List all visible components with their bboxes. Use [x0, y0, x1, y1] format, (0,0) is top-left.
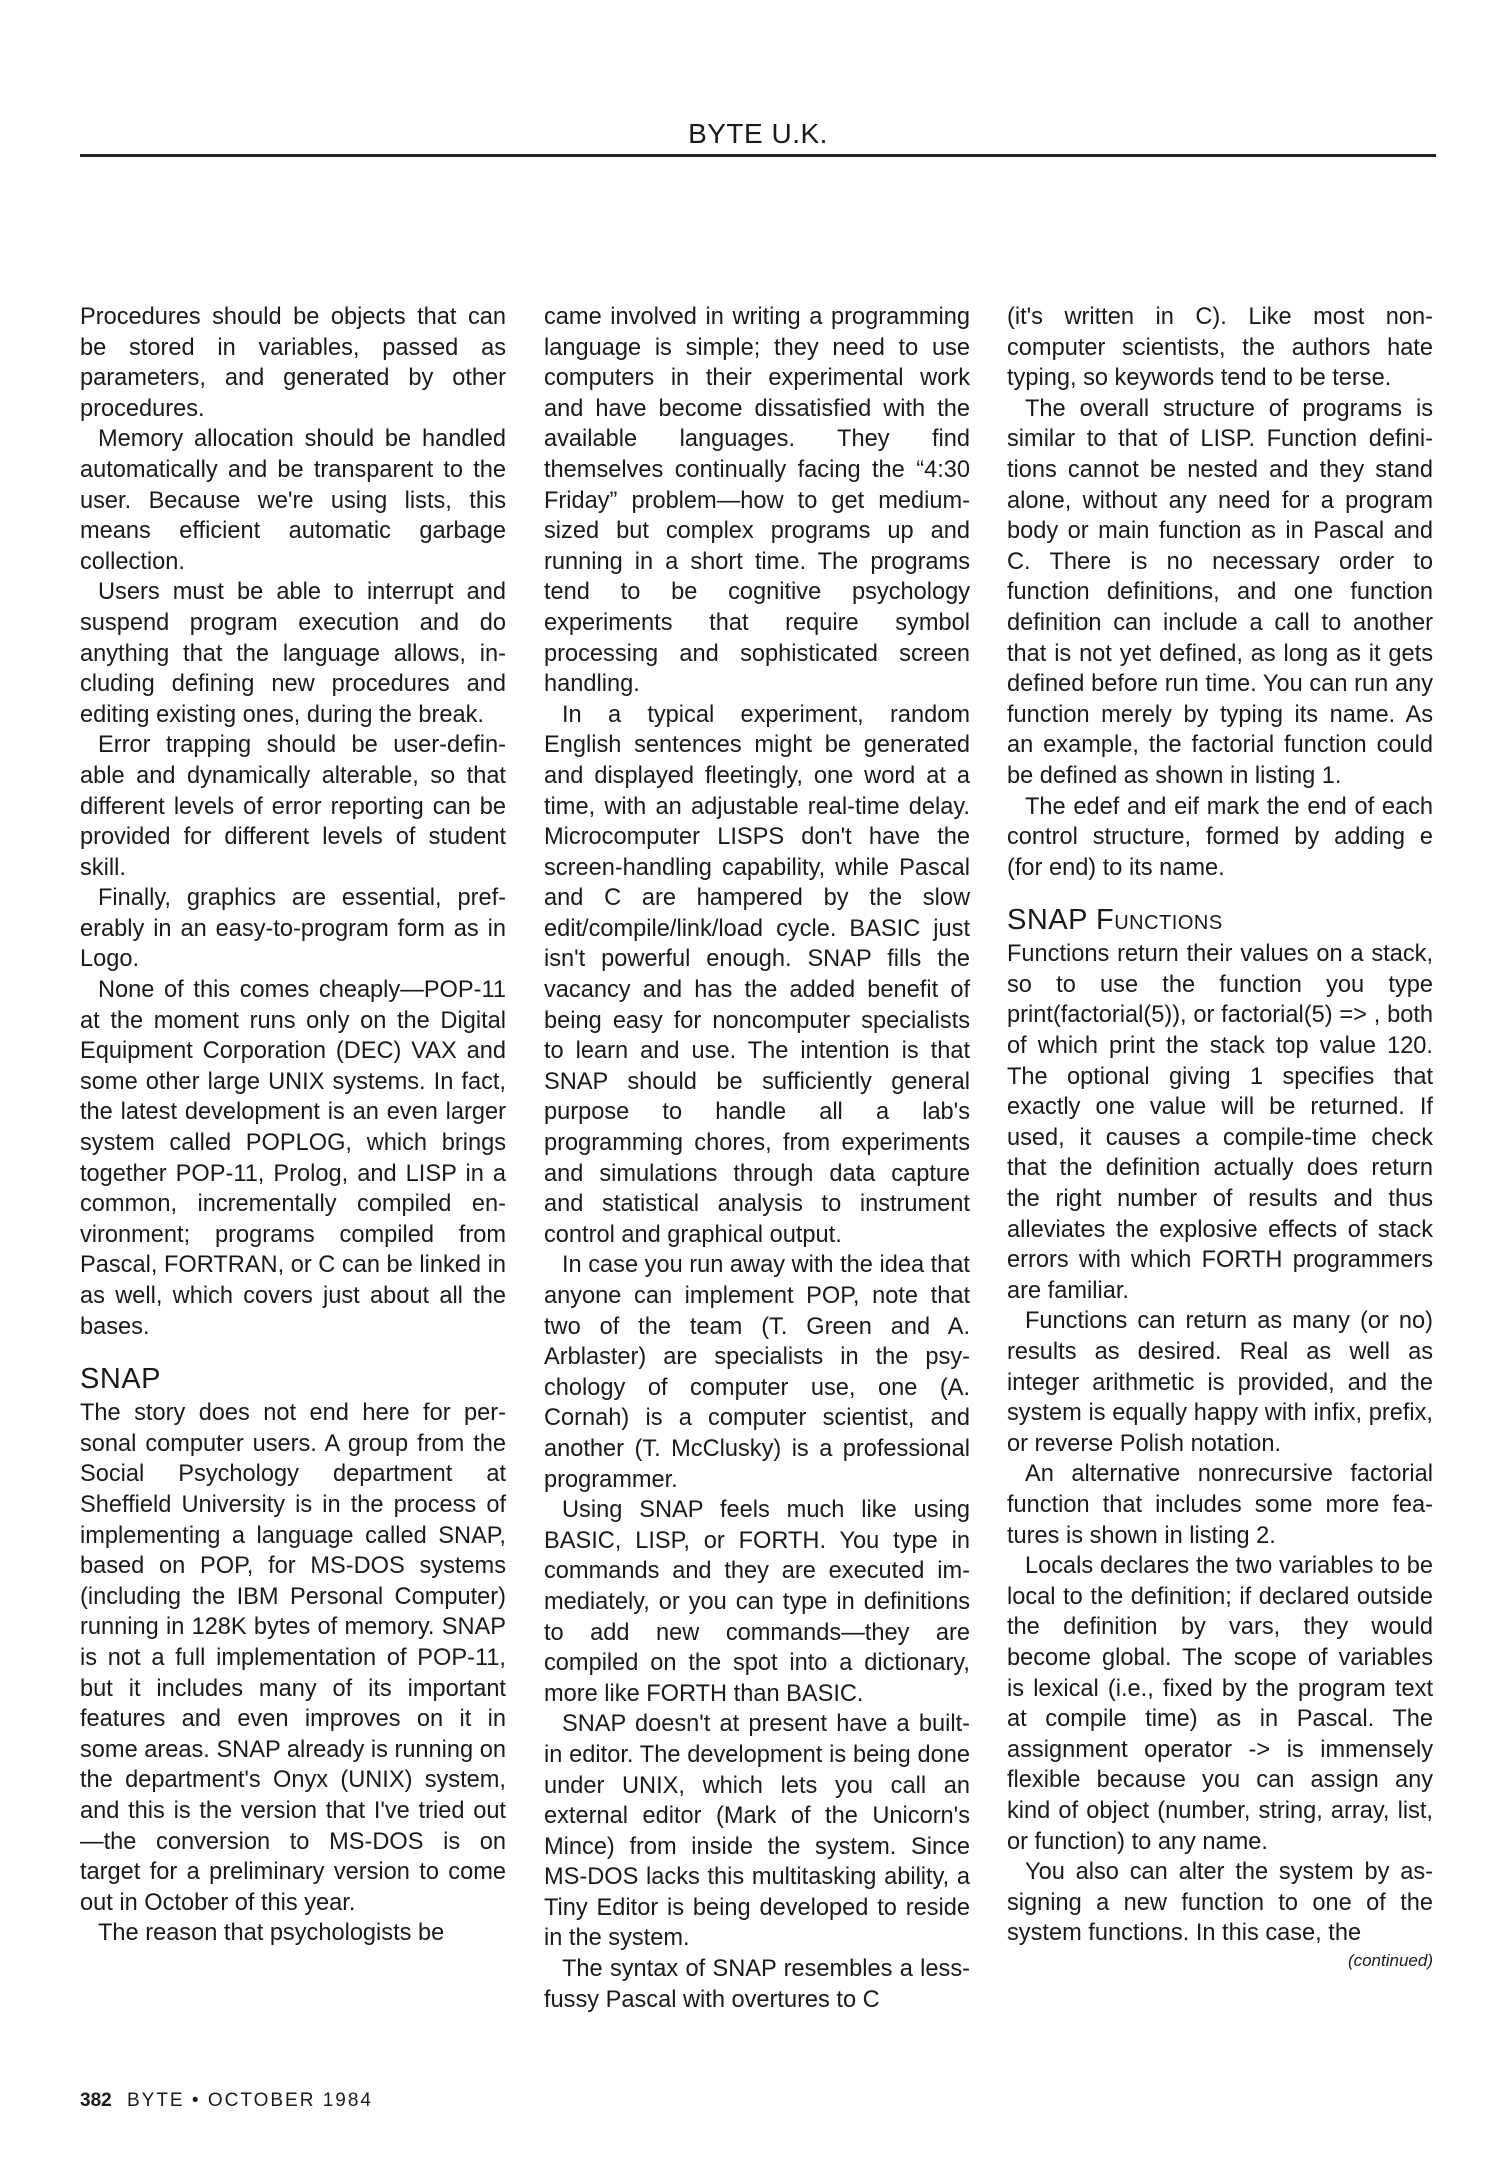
column-1 — [80, 302, 506, 1949]
paragraph: Users must be able to interrupt and suspend program execution and do anything that the language allows, including defining new procedures and editing existing ones, during the break. — [80, 579, 506, 728]
column-2 — [544, 302, 970, 2015]
paragraph: The overall structure of programs is similar to that of LISP. Function definitions cannot be nested and they stand alone, without any need for a program body or main function as in Pascal and C. There is no necessary order to function definitions, and one function definition can include a call to another that is not yet defined, as long as it gets defined before run time. You can run any function merely by typing its name. As an example, the factorial function could be defined as shown in listing 1. — [1007, 395, 1433, 789]
publication-info: BYTE • OCTOBER 1984 — [126, 2090, 373, 2111]
section-heading-snap-functions: SNAP Functions — [1007, 904, 1223, 937]
paragraph: In a typical experiment, random English sentences might be generated and displayed fleetingly, one word at a time, with an adjustable real-time delay. Microcomputer LISPS don't have the screen-handling capability, while Pascal and C are hampered by the slow edit/compile/link/load cycle. BASIC just isn't powerful enough. SNAP fills the vacancy and has the added benefit of being easy for noncomputer specialists to learn and use. The intention is that SNAP should be sufficiently general purpose to handle all a lab's programming chores, from experiments and simulations through data capture and statistical analysis to instrument control and graphical output. — [544, 701, 970, 1248]
paragraph: Locals declares the two variables to be local to the definition; if declared outside the definition by vars, they would become global. The scope of variables is lexical (i.e., fixed by the program text at compile time) as in Pascal. The assignment operator -> is immensely flexible because you can assign any kind of object (number, string, array, list, or function) to any name. — [1007, 1553, 1433, 1855]
paragraph: came involved in writing a programming language is simple; they need to use computers in their experimental work and have become dissatisfied with the available languages. They find themselves continually facing the “4:30 Friday” problem—how to get medium-sized but complex programs up and running in a short time. The programs tend to be cognitive psychology experiments that require symbol processing and sophisticated screen handling. — [544, 304, 970, 698]
continued-note: (continued) — [1347, 1950, 1433, 1970]
paragraph: Using SNAP feels much like using BASIC, LISP, or FORTH. You type in commands and they are executed immediately, or you can type in definitions to add new commands—they are compiled on the spot into a dictionary, more like FORTH than BASIC. — [544, 1497, 970, 1707]
paragraph: An alternative nonrecursive factorial function that includes some more features is shown in listing 2. — [1007, 1461, 1433, 1549]
paragraph: The syntax of SNAP resembles a less-fussy Pascal with overtures to C — [544, 1956, 970, 2013]
paragraph: Error trapping should be user-definable and dynamically alterable, so that different levels of error reporting can be provided for different levels of student skill. — [80, 732, 506, 881]
paragraph: In case you run away with the idea that anyone can implement POP, note that two of the team (T. Green and A. Arblaster) are specialists in the psychology of computer use, one (A. Cornah) is a computer scientist, and another (T. McClusky) is a professional programmer. — [544, 1252, 970, 1493]
paragraph: The reason that psychologists be — [98, 1920, 445, 1947]
paragraph: Functions return their values on a stack, so to use the function you type print(factorial(5)), or factorial(5) => , both of which print the stack top value 120. The optional giving 1 specifies that exactly one value will be returned. If used, it causes a compile-time check that the definition actually does return the right number of results and thus alleviates the explosive effects of stack errors with which FORTH programmers are familiar. — [1007, 941, 1433, 1304]
running-header: BYTE U.K. — [688, 118, 828, 149]
paragraph: Functions can return as many (or no) results as desired. Real as well as integer arithmetic is provided, and the system is equally happy with infix, prefix, or reverse Polish notation. — [1007, 1308, 1433, 1457]
paragraph: (it's written in C). Like most noncomputer scientists, the authors hate typing, so keywords tend to be terse. — [1007, 304, 1433, 392]
paragraph: None of this comes cheaply—POP-11 at the moment runs only on the Digital Equipment Corporation (DEC) VAX and some other large UNIX systems. In fact, the latest development is an even larger system called POPLOG, which brings together POP-11, Prolog, and LISP in a common, incrementally compiled environment; programs compiled from Pascal, FORTRAN, or C can be linked in as well, which covers just about all the bases. — [80, 977, 506, 1340]
paragraph: You also can alter the system by assigning a new function to one of the system functions. In this case, the — [1007, 1859, 1433, 1947]
paragraph: The story does not end here for personal computer users. A group from the Social Psychology department at Sheffield University is in the process of implementing a language called SNAP, based on POP, for MS-DOS systems (including the IBM Personal Computer) running in 128K bytes of memory. SNAP is not a full implementation of POP-11, but it includes many of its important features and even improves on it in some areas. SNAP already is running on the department's Onyx (UNIX) system, and this is the version that I've tried out—the conversion to MS-DOS is on target for a preliminary version to come out in October of this year. — [80, 1400, 506, 1916]
section-heading-snap: SNAP — [80, 1363, 161, 1396]
paragraph: Memory allocation should be handled automatically and be transparent to the user. Because we're using lists, this means efficient automatic garbage collection. — [80, 426, 506, 575]
paragraph: Finally, graphics are essential, preferably in an easy-to-program form as in Logo. — [80, 885, 506, 973]
paragraph: SNAP doesn't at present have a built-in editor. The development is being done under UNIX, which lets you call an external editor (Mark of the Unicorn's Mince) from inside the system. Since MS-DOS lacks this multitasking ability, a Tiny Editor is being developed to reside in the system. — [544, 1711, 970, 1952]
page-footer — [80, 2090, 373, 2112]
paragraph: The edef and eif mark the end of each control structure, formed by adding e (for end) to its name. — [1007, 793, 1433, 881]
header-rule — [80, 154, 1436, 157]
column-3 — [1007, 302, 1433, 1973]
page-number: 382 — [80, 2090, 112, 2111]
paragraph: Procedures should be objects that can be stored in variables, passed as parameters, and generated by other procedures. — [80, 304, 506, 422]
